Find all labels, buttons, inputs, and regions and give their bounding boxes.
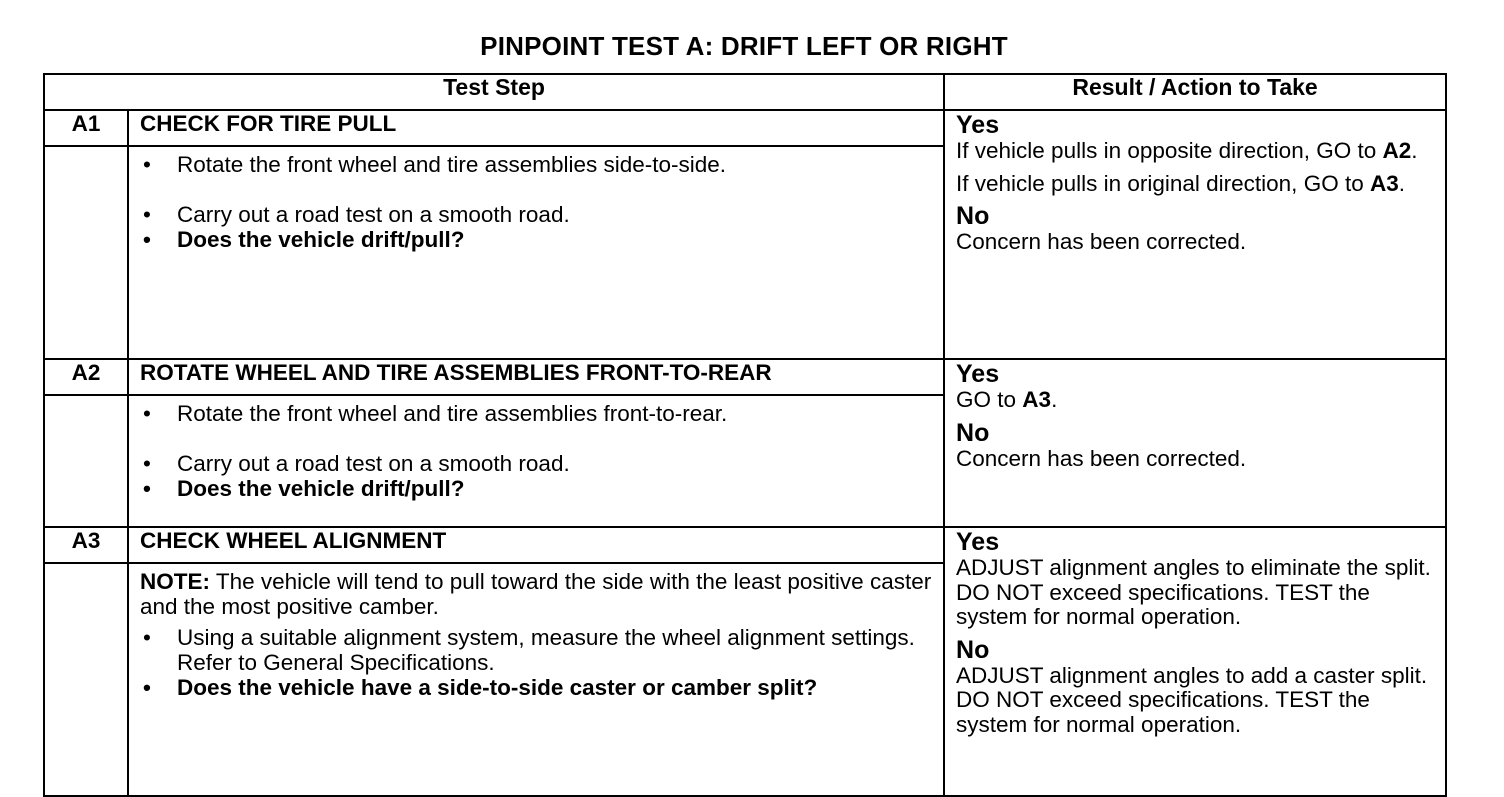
- step-a3-note-label: NOTE:: [140, 569, 210, 594]
- step-a2-header-row: [44, 359, 1446, 395]
- step-a3-note: [140, 569, 933, 619]
- step-a1-ref-a3: A3: [1369, 170, 1399, 196]
- step-a1-yes-line-1: If vehicle pulls in opposite direction, GO to A2.: [956, 138, 1418, 163]
- step-a2-bullet-2: • Carry out a road test on a smooth road.: [143, 451, 570, 476]
- step-a3-yes-text: ADJUST alignment angles to eliminate the split. DO NOT exceed specifications. TEST the system for normal operation.: [956, 555, 1431, 629]
- step-a3-no-text: ADJUST alignment angles to add a caster split. DO NOT exceed specifications. TEST the system for normal operation.: [956, 662, 1428, 737]
- page-title: PINPOINT TEST A: DRIFT LEFT OR RIGHT: [480, 31, 1008, 61]
- step-a1-body: [128, 146, 944, 359]
- step-a1-id: A1: [44, 110, 128, 146]
- step-a1-yes-label: Yes: [956, 111, 1000, 139]
- step-a1-header-row: [44, 110, 1446, 146]
- step-a1-yes-line-2: If vehicle pulls in original direction, GO to A3.: [956, 170, 1405, 196]
- step-a1-bullet-3: • Does the vehicle drift/pull?: [143, 227, 465, 252]
- step-a1-ref-a2: A2: [1382, 138, 1412, 163]
- step-a1-bullet-1: • Rotate the front wheel and tire assemblies side-to-side.: [143, 152, 727, 177]
- table-header-row: [44, 74, 1446, 110]
- step-a2-yes-text: GO to A3.: [956, 387, 1058, 412]
- step-a2-result: [944, 359, 1446, 527]
- pinpoint-test-table: [43, 73, 1447, 797]
- step-a2-no-label: No: [956, 418, 990, 447]
- step-a2-bullet-1: • Rotate the front wheel and tire assemblies front-to-rear.: [143, 401, 728, 426]
- step-a2-title: ROTATE WHEEL AND TIRE ASSEMBLIES FRONT-TO-REAR: [128, 359, 944, 395]
- step-a3-bullet-2: • Does the vehicle have a side-to-side caster or camber split?: [143, 675, 818, 700]
- step-a3-header-row: [44, 527, 1446, 563]
- step-a3-bullet-1: • Using a suitable alignment system, measure the wheel alignment settings. Refer to General Specifications.: [143, 625, 915, 675]
- step-a2-bullet-3: • Does the vehicle drift/pull?: [143, 476, 465, 501]
- step-a1-result: [944, 110, 1446, 359]
- step-a3-body: [128, 563, 944, 796]
- step-a2-ref-a3: A3: [1022, 387, 1052, 412]
- step-a3-id-blank: [44, 563, 128, 796]
- header-test-step: Test Step: [44, 74, 944, 110]
- step-a3-title: CHECK WHEEL ALIGNMENT: [128, 527, 944, 563]
- step-a3-id: A3: [44, 527, 128, 563]
- step-a1-no-label: No: [956, 202, 990, 230]
- step-a3-result: [944, 527, 1446, 796]
- step-a2-id: A2: [44, 359, 128, 395]
- step-a2-no-text: Concern has been corrected.: [956, 445, 1247, 471]
- step-a3-yes-label: Yes: [956, 528, 1000, 556]
- step-a2-id-blank: [44, 395, 128, 527]
- step-a3-no-label: No: [956, 635, 990, 664]
- step-a1-title: CHECK FOR TIRE PULL: [128, 110, 944, 146]
- header-result-action: Result / Action to Take: [944, 74, 1446, 110]
- step-a1-id-blank: [44, 146, 128, 359]
- step-a2-yes-label: Yes: [956, 360, 1000, 388]
- step-a3-note-text: The vehicle will tend to pull toward the side with the least positive caster and the most positive camber.: [140, 569, 932, 619]
- step-a1-no-text: Concern has been corrected.: [956, 229, 1247, 254]
- step-a2-body: [128, 395, 944, 527]
- step-a1-bullet-2: • Carry out a road test on a smooth road.: [143, 202, 570, 227]
